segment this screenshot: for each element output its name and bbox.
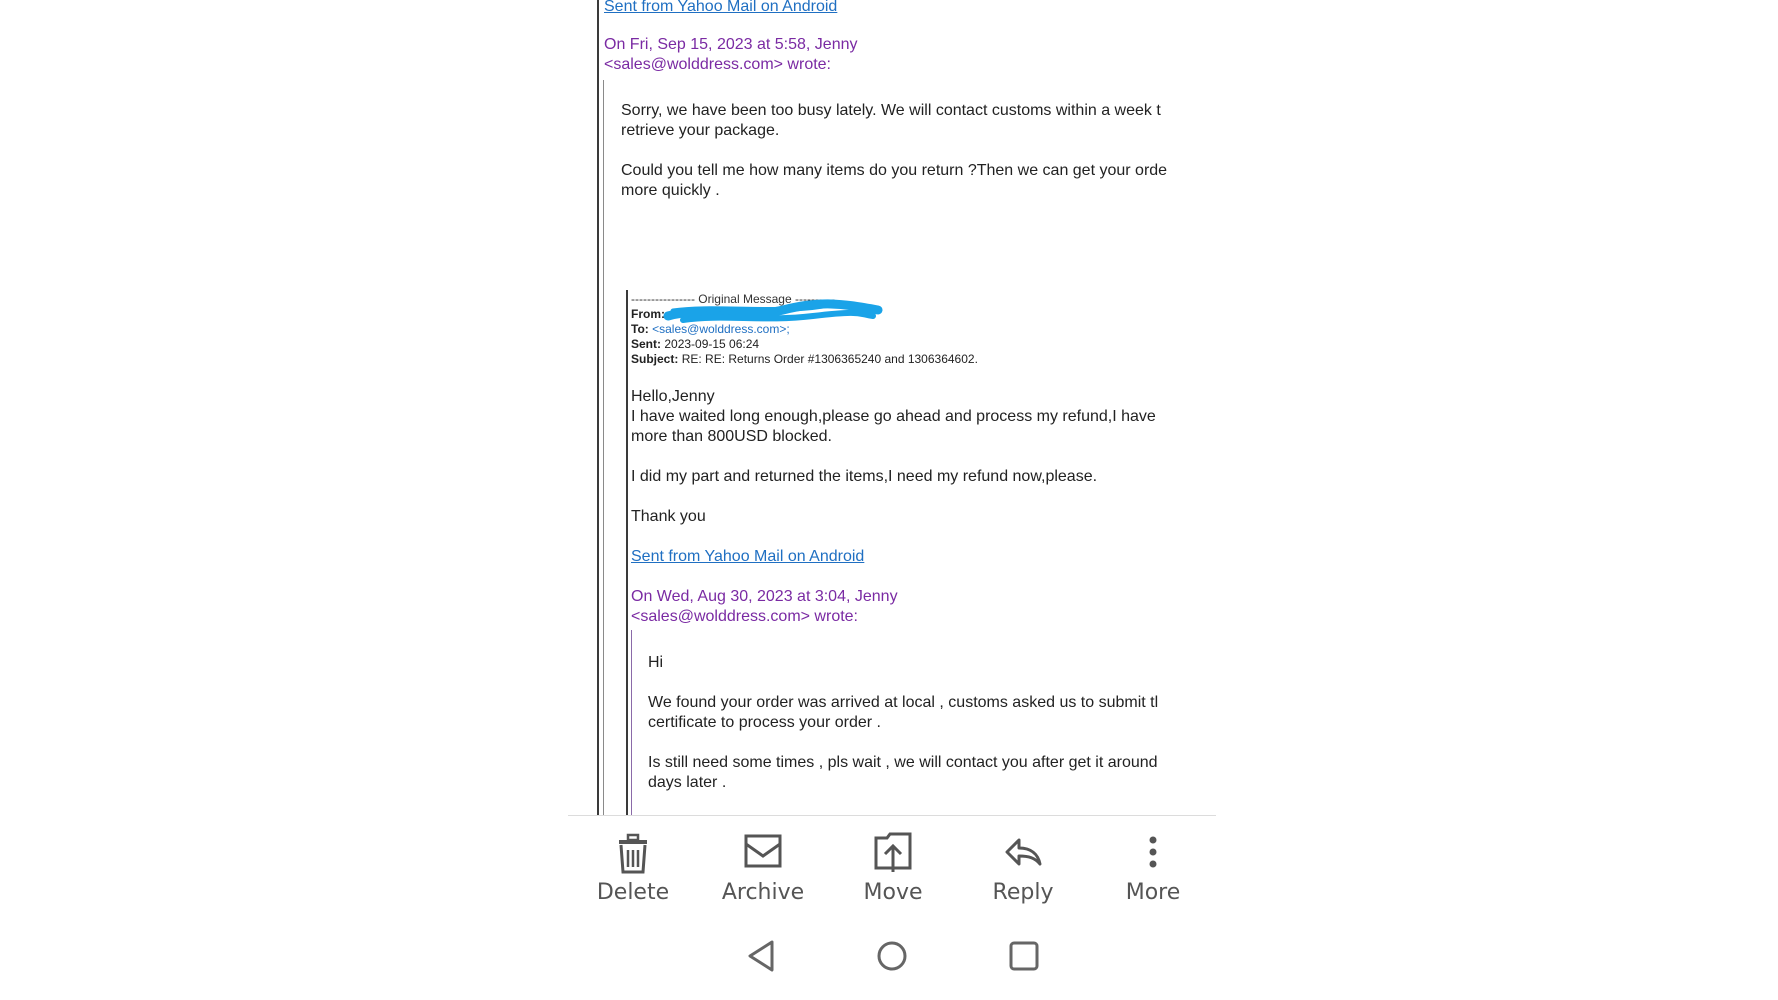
recents-icon[interactable] bbox=[1007, 938, 1041, 974]
sent-row bbox=[631, 337, 759, 352]
attribution-email-1: <sales@wolddress.com> wrote: bbox=[604, 56, 831, 73]
to-label: To: bbox=[631, 322, 649, 336]
to-row bbox=[631, 322, 790, 337]
reply-icon bbox=[1003, 832, 1043, 874]
reply2-hi: Hi bbox=[648, 654, 664, 671]
archive-icon bbox=[743, 832, 783, 874]
archive-button[interactable] bbox=[703, 816, 823, 916]
subject-row bbox=[631, 352, 978, 367]
customer-greeting: Hello,Jenny bbox=[631, 388, 715, 405]
quote-bar-outer bbox=[597, 0, 599, 815]
to-address-link[interactable]: <sales@wolddress.com>; bbox=[652, 322, 790, 336]
reply2-line1: We found your order was arrived at local , customs asked us to submit tl bbox=[648, 694, 1159, 711]
subject-label: Subject: bbox=[631, 352, 679, 366]
reply1-line4: more quickly . bbox=[621, 182, 720, 199]
move-icon bbox=[873, 832, 913, 874]
from-row bbox=[631, 307, 665, 322]
reply-label: Reply bbox=[992, 880, 1054, 905]
quote-bar-original bbox=[626, 290, 628, 815]
quote-bar-level2 bbox=[631, 630, 632, 815]
quote-bar-level1 bbox=[603, 80, 604, 815]
sent-from-yahoo-link-top[interactable]: Sent from Yahoo Mail on Android bbox=[604, 0, 838, 15]
reply-button[interactable] bbox=[963, 816, 1083, 916]
trash-icon bbox=[613, 832, 653, 874]
subject-value: RE: RE: Returns Order #1306365240 and 1306364602. bbox=[681, 352, 978, 366]
navigation-bar bbox=[568, 916, 1216, 1000]
delete-label: Delete bbox=[596, 880, 670, 905]
more-icon bbox=[1133, 832, 1173, 874]
reply1-line2: retrieve your package. bbox=[621, 122, 780, 139]
more-button[interactable] bbox=[1093, 816, 1213, 916]
action-bar bbox=[568, 815, 1216, 917]
reply1-line3: Could you tell me how many items do you return ?Then we can get your orde bbox=[621, 162, 1168, 179]
back-icon[interactable] bbox=[744, 938, 778, 974]
original-message-header: ---------------- Original Message ---------- bbox=[631, 292, 835, 306]
attribution-email-2: <sales@wolddress.com> wrote: bbox=[631, 608, 858, 625]
attribution-line-1: On Fri, Sep 15, 2023 at 5:58, Jenny bbox=[604, 36, 858, 53]
archive-label: Archive bbox=[721, 880, 805, 905]
customer-line2: more than 800USD blocked. bbox=[631, 428, 832, 445]
move-label: Move bbox=[863, 880, 923, 905]
attribution-line-2: On Wed, Aug 30, 2023 at 3:04, Jenny bbox=[631, 588, 898, 605]
sent-label: Sent: bbox=[631, 337, 661, 351]
reply2-line2: certificate to process your order . bbox=[648, 714, 881, 731]
customer-line1: I have waited long enough,please go ahead and process my refund,I have bbox=[631, 408, 1156, 425]
move-button[interactable] bbox=[833, 816, 953, 916]
sent-value: 2023-09-15 06:24 bbox=[664, 337, 760, 351]
more-label: More bbox=[1125, 880, 1181, 905]
reply2-line3: Is still need some times , pls wait , we will contact you after get it around bbox=[648, 754, 1158, 771]
customer-line3: I did my part and returned the items,I need my refund now,please. bbox=[631, 468, 1098, 485]
phone-screen bbox=[568, 0, 1216, 1000]
sent-from-yahoo-link-customer[interactable]: Sent from Yahoo Mail on Android bbox=[631, 548, 865, 565]
email-body[interactable] bbox=[568, 0, 1188, 815]
reply2-line4: days later . bbox=[648, 774, 727, 791]
home-icon[interactable] bbox=[875, 938, 909, 974]
reply1-line1: Sorry, we have been too busy lately. We will contact customs within a week t bbox=[621, 102, 1161, 119]
customer-thanks: Thank you bbox=[631, 508, 706, 525]
from-label: From: bbox=[631, 307, 665, 321]
delete-button[interactable] bbox=[573, 816, 693, 916]
